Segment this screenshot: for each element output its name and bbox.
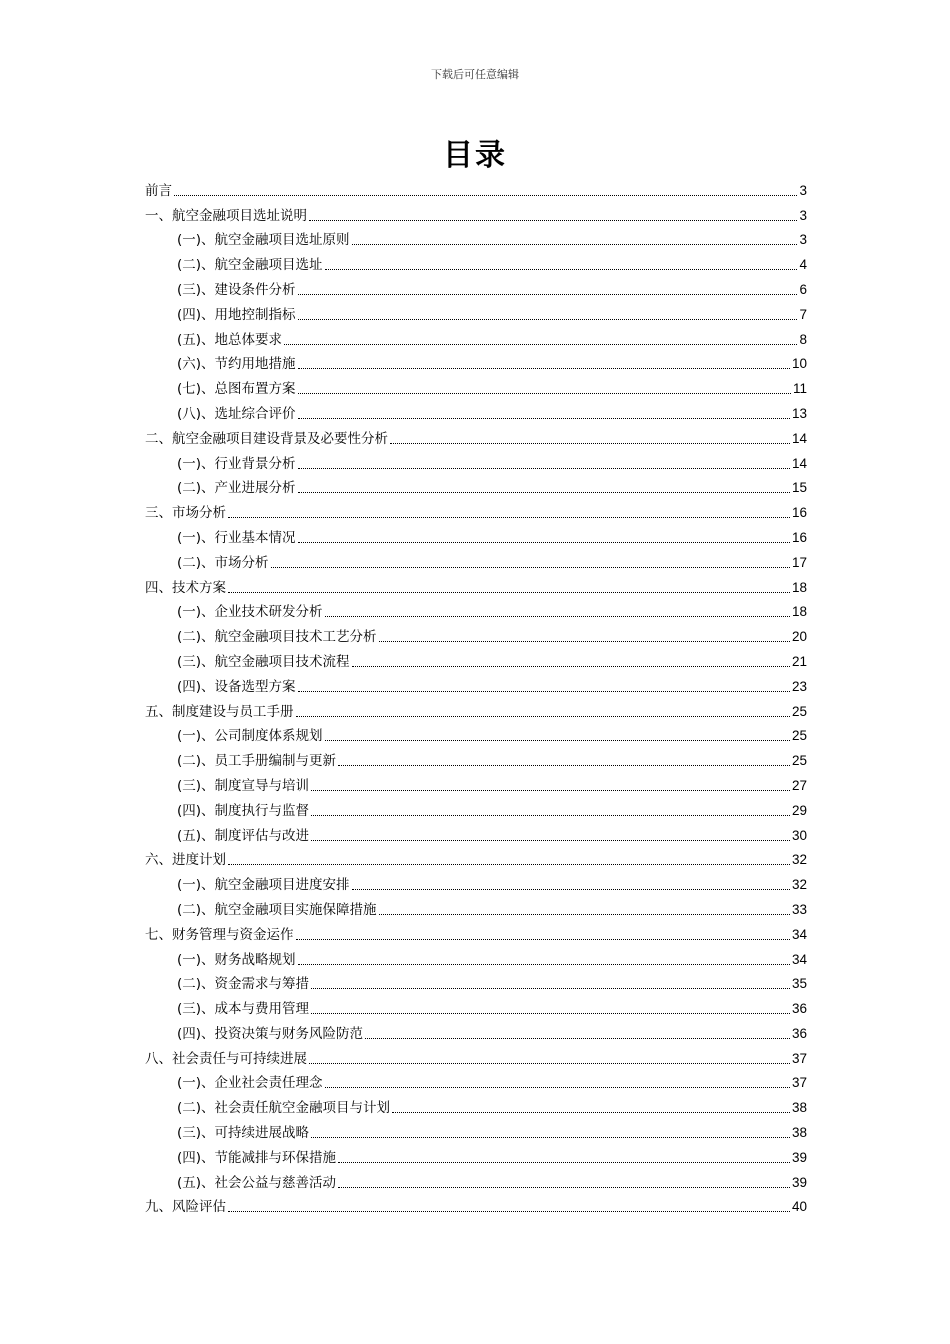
toc-entry-label: 前言	[145, 182, 172, 199]
toc-section-entry[interactable]	[145, 771, 807, 796]
toc-chapter-entry[interactable]	[145, 1193, 807, 1218]
toc-chapter-entry[interactable]	[145, 1044, 807, 1069]
toc-section-entry[interactable]	[145, 449, 807, 474]
toc-dot-leader	[298, 318, 798, 320]
toc-entry-label: (一)、航空金融项目选址原则	[177, 232, 350, 249]
toc-chapter-entry[interactable]	[145, 424, 807, 449]
toc-entry-label: (六)、节约用地措施	[177, 356, 296, 373]
toc-page-number: 18	[791, 579, 807, 595]
toc-page-number: 37	[791, 1050, 807, 1066]
toc-page-number: 14	[791, 430, 807, 446]
toc-entry-label: (二)、员工手册编制与更新	[177, 753, 337, 770]
toc-section-entry[interactable]	[145, 994, 807, 1019]
toc-entry-label: (二)、航空金融项目技术工艺分析	[177, 629, 377, 646]
toc-dot-leader	[379, 913, 790, 915]
toc-section-entry[interactable]	[145, 722, 807, 747]
toc-page-number: 7	[799, 306, 807, 322]
toc-section-entry[interactable]	[145, 821, 807, 846]
toc-dot-leader	[365, 1037, 790, 1039]
toc-page-number: 27	[791, 777, 807, 793]
toc-entry-label: (二)、航空金融项目选址	[177, 257, 323, 274]
toc-dot-leader	[228, 516, 790, 518]
toc-chapter-entry[interactable]	[145, 573, 807, 598]
toc-entry-label: (三)、建设条件分析	[177, 281, 296, 298]
toc-entry-label: (二)、社会责任航空金融项目与计划	[177, 1100, 391, 1117]
toc-dot-leader	[298, 491, 790, 493]
toc-page-number: 34	[791, 951, 807, 967]
toc-page-number: 29	[791, 802, 807, 818]
toc-entry-label: (三)、可持续进展战略	[177, 1125, 310, 1142]
toc-section-entry[interactable]	[145, 945, 807, 970]
toc-entry-label: 四、技术方案	[145, 579, 226, 596]
toc-entry-label: (一)、行业基本情况	[177, 529, 296, 546]
toc-entry-label: (三)、成本与费用管理	[177, 1001, 310, 1018]
toc-section-entry[interactable]	[145, 250, 807, 275]
toc-page-number: 39	[791, 1174, 807, 1190]
toc-section-entry[interactable]	[145, 796, 807, 821]
toc-dot-leader	[311, 1136, 790, 1138]
toc-dot-leader	[298, 541, 790, 543]
toc-dot-leader	[311, 789, 790, 791]
toc-section-entry[interactable]	[145, 1118, 807, 1143]
toc-entry-label: (二)、航空金融项目实施保障措施	[177, 901, 377, 918]
toc-section-entry[interactable]	[145, 1093, 807, 1118]
toc-dot-leader	[284, 343, 797, 345]
toc-page-number: 14	[791, 455, 807, 471]
toc-dot-leader	[296, 938, 790, 940]
toc-dot-leader	[392, 1111, 790, 1113]
toc-entry-label: (四)、节能减排与环保措施	[177, 1149, 337, 1166]
toc-section-entry[interactable]	[145, 226, 807, 251]
toc-dot-leader	[298, 963, 790, 965]
toc-section-entry[interactable]	[145, 374, 807, 399]
toc-entry-label: (四)、投资决策与财务风险防范	[177, 1025, 364, 1042]
toc-section-entry[interactable]	[145, 746, 807, 771]
toc-entry-label: 八、社会责任与可持续进展	[145, 1050, 307, 1067]
toc-entry-label: (二)、资金需求与筹措	[177, 976, 310, 993]
toc-page-number: 23	[791, 678, 807, 694]
toc-dot-leader	[311, 987, 790, 989]
toc-dot-leader	[338, 1186, 790, 1188]
toc-page-number: 35	[791, 976, 807, 992]
toc-page-number: 3	[799, 232, 807, 248]
toc-page-number: 40	[791, 1199, 807, 1215]
toc-page-number: 25	[791, 728, 807, 744]
toc-dot-leader	[352, 888, 790, 890]
toc-entry-label: 五、制度建设与员工手册	[145, 703, 294, 720]
toc-dot-leader	[325, 1086, 790, 1088]
toc-page-number: 25	[791, 703, 807, 719]
toc-section-entry[interactable]	[145, 647, 807, 672]
toc-section-entry[interactable]	[145, 870, 807, 895]
toc-section-entry[interactable]	[145, 1168, 807, 1193]
toc-entry-label: 九、风险评估	[145, 1199, 226, 1216]
toc-page-number: 36	[791, 1001, 807, 1017]
toc-page-number: 8	[799, 331, 807, 347]
toc-entry-label: (四)、用地控制指标	[177, 306, 296, 323]
table-of-contents	[145, 176, 807, 1217]
toc-dot-leader	[228, 863, 790, 865]
toc-page-number: 34	[791, 926, 807, 942]
toc-section-entry[interactable]	[145, 1143, 807, 1168]
toc-entry-label: 七、财务管理与资金运作	[145, 926, 294, 943]
toc-entry-label: (二)、产业进展分析	[177, 480, 296, 497]
toc-page-number: 37	[791, 1075, 807, 1091]
toc-section-entry[interactable]	[145, 1069, 807, 1094]
toc-dot-leader	[352, 665, 790, 667]
toc-dot-leader	[311, 814, 790, 816]
toc-dot-leader	[174, 194, 797, 196]
toc-chapter-entry[interactable]	[145, 201, 807, 226]
toc-page-number: 33	[791, 901, 807, 917]
toc-dot-leader	[379, 640, 790, 642]
toc-entry-label: (三)、航空金融项目技术流程	[177, 653, 350, 670]
toc-page-number: 36	[791, 1025, 807, 1041]
toc-page-number: 4	[799, 257, 807, 273]
toc-section-entry[interactable]	[145, 350, 807, 375]
toc-entry-label: (二)、市场分析	[177, 554, 269, 571]
toc-page-number: 15	[791, 480, 807, 496]
toc-chapter-entry[interactable]	[145, 176, 807, 201]
toc-page-number: 3	[799, 182, 807, 198]
toc-entry-label: (一)、公司制度体系规划	[177, 728, 323, 745]
toc-page-number: 20	[791, 629, 807, 645]
toc-section-entry[interactable]	[145, 622, 807, 647]
toc-page-number: 16	[791, 505, 807, 521]
toc-chapter-entry[interactable]	[145, 920, 807, 945]
toc-dot-leader	[298, 417, 790, 419]
toc-dot-leader	[338, 1161, 790, 1163]
toc-page-number: 13	[791, 405, 807, 421]
toc-entry-label: 二、航空金融项目建设背景及必要性分析	[145, 430, 388, 447]
toc-entry-label: 三、市场分析	[145, 505, 226, 522]
toc-title: 目录	[443, 138, 507, 173]
toc-page-number: 38	[791, 1100, 807, 1116]
toc-entry-label: (四)、制度执行与监督	[177, 802, 310, 819]
toc-dot-leader	[228, 591, 790, 593]
toc-dot-leader	[309, 219, 797, 221]
toc-section-entry[interactable]	[145, 598, 807, 623]
toc-entry-label: (一)、行业背景分析	[177, 455, 296, 472]
toc-section-entry[interactable]	[145, 895, 807, 920]
toc-section-entry[interactable]	[145, 474, 807, 499]
toc-entry-label: 六、进度计划	[145, 852, 226, 869]
toc-section-entry[interactable]	[145, 325, 807, 350]
toc-entry-label: (一)、企业技术研发分析	[177, 604, 323, 621]
toc-entry-label: (一)、财务战略规划	[177, 951, 296, 968]
toc-page-number: 11	[792, 381, 807, 397]
toc-entry-label: (三)、制度宣导与培训	[177, 777, 310, 794]
toc-dot-leader	[309, 1062, 790, 1064]
toc-entry-label: (五)、地总体要求	[177, 331, 283, 348]
toc-dot-leader	[325, 268, 798, 270]
toc-section-entry[interactable]	[145, 523, 807, 548]
toc-chapter-entry[interactable]	[145, 697, 807, 722]
toc-entry-label: (八)、选址综合评价	[177, 405, 296, 422]
toc-dot-leader	[298, 690, 790, 692]
toc-dot-leader	[311, 1012, 790, 1014]
toc-entry-label: (一)、航空金融项目进度安排	[177, 877, 350, 894]
header-note: 下载后可任意编辑	[431, 68, 519, 81]
toc-page-number: 6	[799, 281, 807, 297]
toc-section-entry[interactable]	[145, 275, 807, 300]
toc-page-number: 30	[791, 827, 807, 843]
toc-dot-leader	[228, 1210, 790, 1212]
toc-dot-leader	[325, 615, 790, 617]
toc-dot-leader	[325, 739, 790, 741]
toc-dot-leader	[298, 293, 798, 295]
toc-section-entry[interactable]	[145, 970, 807, 995]
toc-section-entry[interactable]	[145, 300, 807, 325]
toc-page-number: 25	[791, 753, 807, 769]
toc-page-number: 16	[791, 529, 807, 545]
toc-entry-label: (五)、社会公益与慈善活动	[177, 1174, 337, 1191]
toc-page-number: 38	[791, 1125, 807, 1141]
toc-dot-leader	[298, 367, 790, 369]
toc-dot-leader	[271, 566, 790, 568]
toc-dot-leader	[390, 442, 790, 444]
toc-dot-leader	[296, 715, 790, 717]
toc-dot-leader	[338, 764, 790, 766]
toc-entry-label: (五)、制度评估与改进	[177, 827, 310, 844]
toc-page-number: 21	[791, 653, 807, 669]
toc-dot-leader	[352, 243, 798, 245]
toc-section-entry[interactable]	[145, 399, 807, 424]
toc-section-entry[interactable]	[145, 672, 807, 697]
toc-dot-leader	[298, 467, 790, 469]
toc-page-number: 17	[791, 554, 807, 570]
toc-dot-leader	[311, 839, 790, 841]
toc-section-entry[interactable]	[145, 548, 807, 573]
toc-entry-label: (一)、企业社会责任理念	[177, 1075, 323, 1092]
toc-entry-label: 一、航空金融项目选址说明	[145, 207, 307, 224]
toc-chapter-entry[interactable]	[145, 846, 807, 871]
toc-page-number: 3	[799, 207, 807, 223]
toc-page-number: 32	[791, 852, 807, 868]
toc-page-number: 10	[791, 356, 807, 372]
toc-entry-label: (四)、设备选型方案	[177, 678, 296, 695]
toc-page-number: 39	[791, 1149, 807, 1165]
toc-dot-leader	[298, 392, 791, 394]
toc-page-number: 32	[791, 877, 807, 893]
toc-page-number: 18	[791, 604, 807, 620]
toc-chapter-entry[interactable]	[145, 498, 807, 523]
toc-section-entry[interactable]	[145, 1019, 807, 1044]
toc-entry-label: (七)、总图布置方案	[177, 381, 296, 398]
